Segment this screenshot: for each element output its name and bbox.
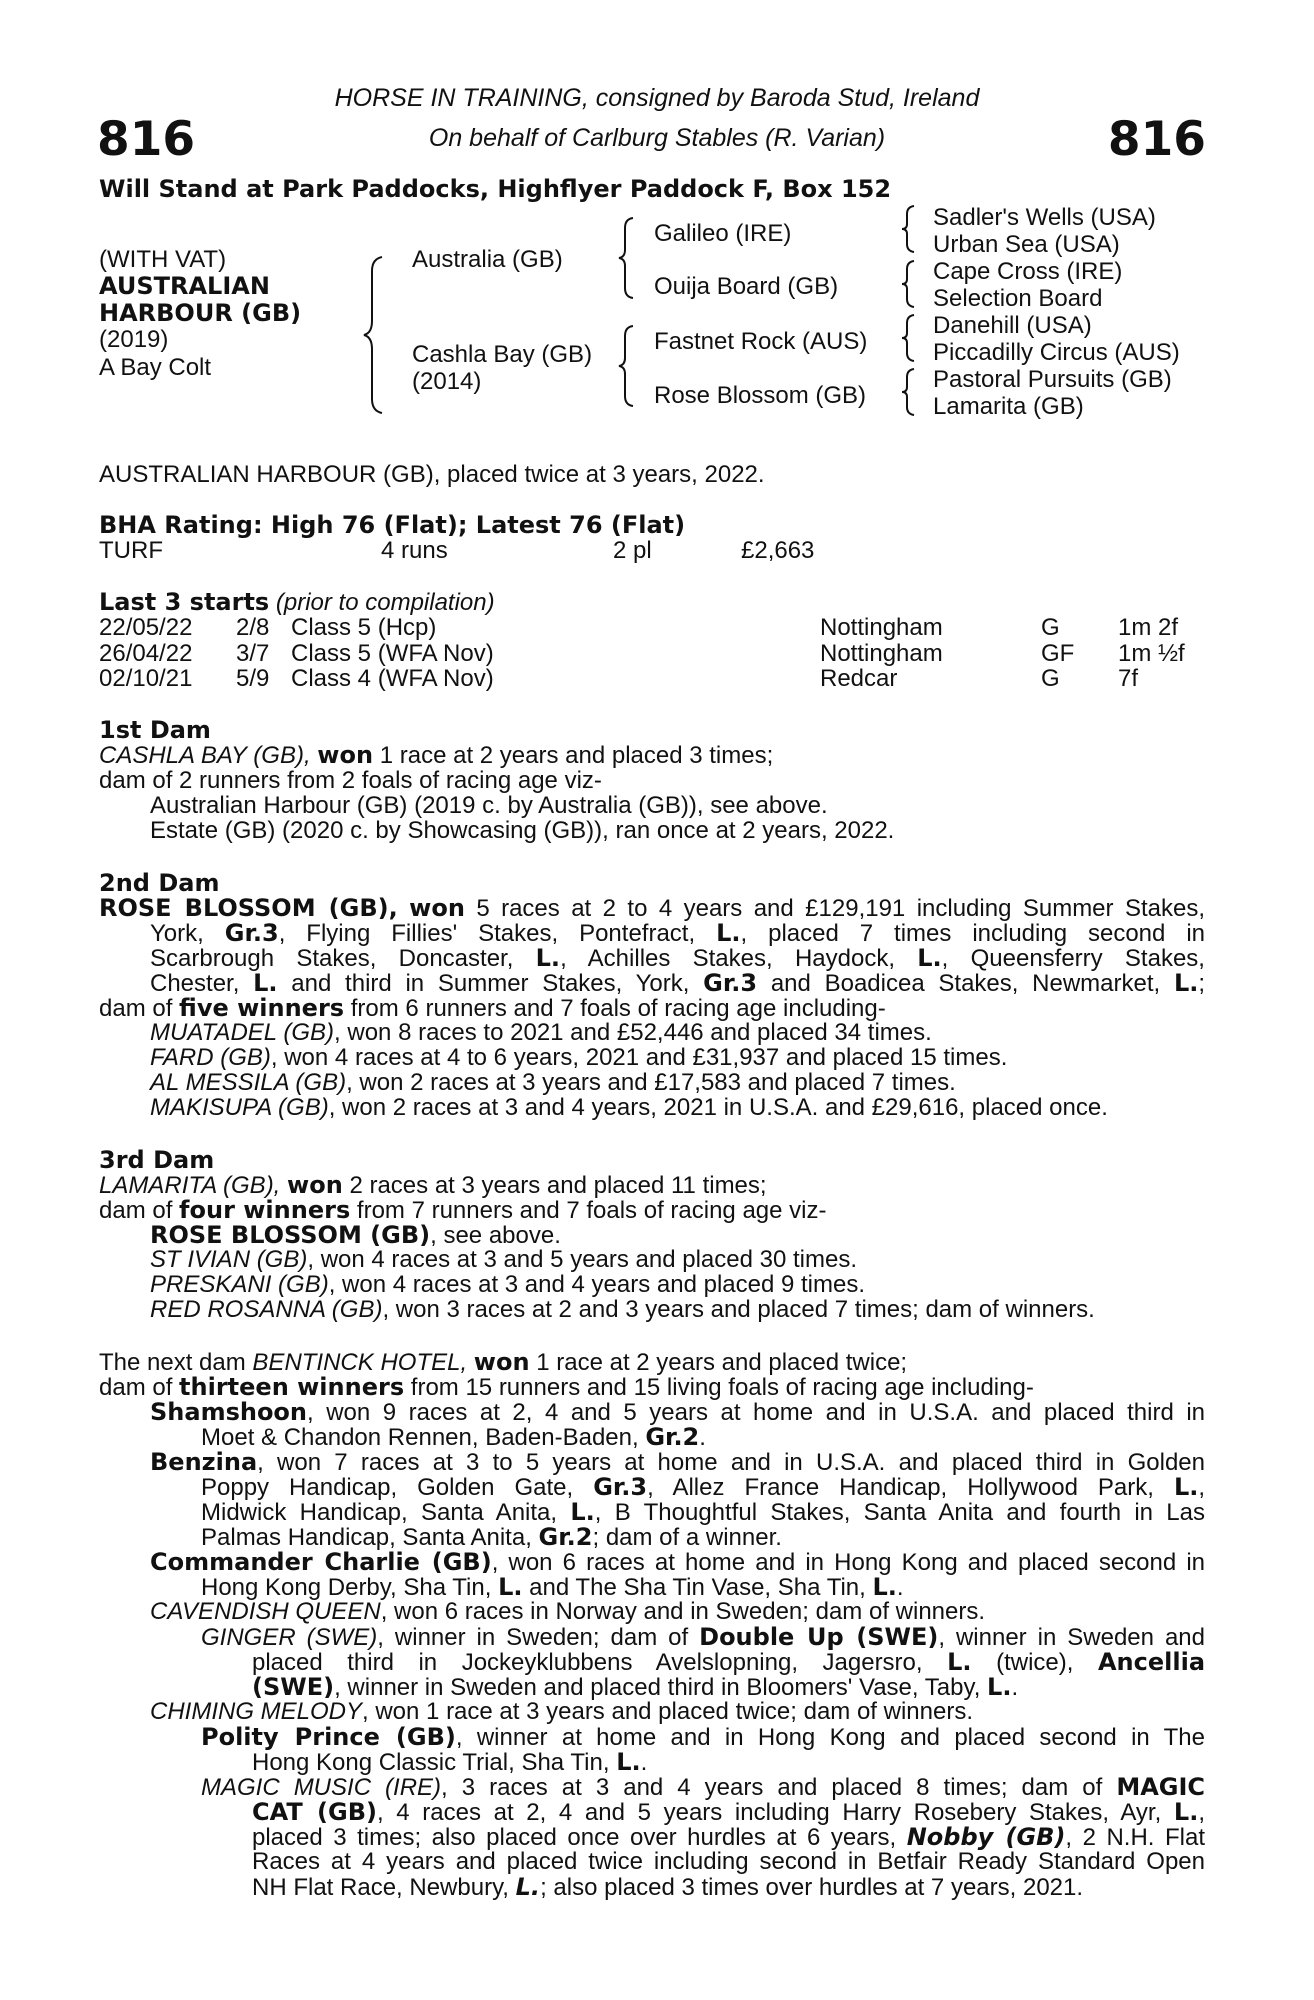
start-race: Class 5 (WFA Nov): [291, 640, 494, 667]
offspring-name: Commander Charlie (GB): [150, 1548, 492, 1576]
text: , won 4 races at 4 to 6 years, 2021 and £31,937 and placed 15 times.: [270, 1044, 1008, 1071]
grade: L.: [498, 1573, 523, 1601]
pedigree-brace-dd: [898, 367, 920, 417]
text: from 6 runners and 7 foals of racing age including-: [350, 995, 886, 1022]
horse-name-line2: HARBOUR (GB): [99, 299, 302, 327]
produce-item: [150, 1019, 932, 1047]
third-dam-heading: 3rd Dam: [99, 1146, 215, 1174]
grade: Gr.3: [703, 969, 758, 997]
lot-number-right: 816: [1107, 112, 1206, 167]
text: ; dam of a winner.: [592, 1524, 782, 1551]
text: dam of: [99, 995, 173, 1022]
pedigree-dss: Danehill (USA): [933, 312, 1092, 339]
produce-item: [150, 1246, 857, 1274]
text: and Boadicea Stakes, Newmarket,: [770, 970, 1161, 997]
offspring-name: AL MESSILA (GB): [150, 1069, 347, 1096]
offspring-name: ROSE BLOSSOM (GB): [150, 1221, 431, 1249]
text: , won 9 races at 2, 4 and 5 years at home and in U.S.A. and placed third in: [307, 1399, 1205, 1426]
start-course: Nottingham: [820, 640, 943, 667]
grand-produce-cont: [252, 1873, 1083, 1902]
text: .: [640, 1749, 648, 1776]
start-position: 3/7: [236, 640, 270, 667]
text: , won 8 races to 2021 and £52,446 and placed 34 times.: [334, 1019, 932, 1046]
text: 5 races at 2 to 4 years and £129,191 including Summer Stakes,: [476, 895, 1205, 922]
start-date: 02/10/21: [99, 665, 193, 692]
text: Hong Kong Derby, Sha Tin,: [201, 1574, 492, 1601]
text: , Allez France Handicap, Hollywood Park,: [647, 1474, 1154, 1501]
offspring-name: CAVENDISH QUEEN: [150, 1598, 381, 1625]
pedigree-brace-dam: [615, 324, 639, 408]
text: Chester,: [150, 970, 240, 997]
start-distance: 1m 2f: [1118, 614, 1179, 641]
grade: L.: [253, 969, 278, 997]
text: dam of: [99, 1374, 173, 1401]
grade: L.: [616, 1748, 641, 1776]
text: ,: [1198, 1474, 1206, 1501]
grade: L.: [987, 1673, 1012, 1701]
pedigree-dam: Cashla Bay (GB): [412, 341, 593, 368]
dam-name: CASHLA BAY (GB),: [99, 742, 311, 769]
text: , 2 N.H. Flat: [1065, 1824, 1205, 1851]
text: from 7 runners and 7 foals of racing age viz-: [356, 1197, 827, 1224]
rating-earnings: £2,663: [741, 537, 815, 564]
grade: Gr.2: [538, 1523, 593, 1551]
text: , won 6 races in Norway and in Sweden; dam of winners.: [380, 1598, 986, 1625]
text: , won 6 races at home and in Hong Kong and placed second in: [491, 1549, 1206, 1576]
text: .: [1011, 1674, 1019, 1701]
offspring-name: Nobby (GB): [906, 1823, 1066, 1851]
rating-runs: 4 runs: [381, 537, 448, 564]
text: ;: [1198, 970, 1206, 997]
last-starts-heading: [99, 588, 495, 617]
second-dam-heading: 2nd Dam: [99, 869, 220, 897]
text: from 15 runners and 15 living foals of racing age including-: [410, 1374, 1034, 1401]
text: .: [896, 1574, 904, 1601]
offspring-name: Shamshoon: [150, 1398, 308, 1426]
grade: L.: [1173, 1798, 1199, 1826]
grand-produce-cont: Races at 4 years and placed twice including second in Betfair Ready Standard Open: [252, 1848, 1205, 1875]
pedigree-ssd: Urban Sea (USA): [933, 231, 1120, 258]
pedigree-brace-ss: [898, 204, 920, 254]
produce-item: [150, 1698, 973, 1726]
text: , 3 races at 3 and 4 years and placed 8 times; dam of: [441, 1774, 1103, 1801]
produce-item: [150, 1069, 956, 1097]
won-label: won: [409, 894, 465, 922]
grade: L.: [535, 944, 561, 972]
pedigree-sds: Cape Cross (IRE): [933, 258, 1123, 285]
won-label: won: [287, 1171, 343, 1199]
horse-description: A Bay Colt: [99, 354, 212, 381]
text: and third in Summer Stakes, York,: [291, 970, 690, 997]
offspring-name: CHIMING MELODY: [150, 1698, 363, 1725]
produce-item: [150, 1296, 1095, 1324]
text: 1 race at 2 years and placed twice;: [536, 1349, 908, 1376]
text: (twice),: [996, 1649, 1074, 1676]
text: , winner in Sweden and: [938, 1624, 1205, 1651]
start-course: Redcar: [820, 665, 898, 692]
produce-item: [150, 1598, 985, 1626]
start-distance: 1m ½f: [1118, 640, 1185, 667]
text: ; also placed 3 times over hurdles at 7 years, 2021.: [540, 1874, 1084, 1901]
grade: L.: [515, 1873, 541, 1901]
grade: L.: [917, 944, 942, 972]
text: The next dam: [99, 1349, 246, 1376]
text: , winner at home and in Hong Kong and placed second in The: [455, 1724, 1206, 1751]
text: 2 races at 3 years and placed 11 times;: [349, 1172, 767, 1199]
text: dam of: [99, 1197, 173, 1224]
offspring-name: MUATADEL (GB): [150, 1019, 335, 1046]
start-race: Class 4 (WFA Nov): [291, 665, 494, 692]
text: Midwick Handicap, Santa Anita,: [201, 1499, 558, 1526]
offspring-name: RED ROSANNA (GB): [150, 1296, 383, 1323]
first-dam-produce: dam of 2 runners from 2 foals of racing age viz-: [99, 767, 602, 794]
dam-name: BENTINCK HOTEL,: [252, 1349, 468, 1376]
start-race: Class 5 (Hcp): [291, 614, 437, 641]
text: York,: [150, 920, 204, 947]
text: , placed 7 times including second in: [740, 920, 1205, 947]
grade: L.: [716, 919, 741, 947]
offspring-name: MAKISUPA (GB): [150, 1094, 329, 1121]
consignor-line: HORSE IN TRAINING, consigned by Baroda Stud, Ireland: [334, 84, 980, 112]
pedigree-sdd: Selection Board: [933, 285, 1103, 312]
pedigree-sss: Sadler's Wells (USA): [933, 204, 1156, 231]
text: , winner in Sweden; dam of: [377, 1624, 689, 1651]
on-behalf-line: On behalf of Carlburg Stables (R. Varian): [428, 124, 886, 152]
text: , won 3 races at 2 and 3 years and placed 7 times; dam of winners.: [382, 1296, 1095, 1323]
pedigree-dsd: Piccadilly Circus (AUS): [933, 339, 1180, 366]
grade: L.: [1173, 969, 1199, 997]
pedigree-brace-sire: [615, 216, 639, 300]
text: , winner in Sweden and placed third in Bloomers' Vase, Taby,: [334, 1674, 981, 1701]
text: , won 2 races at 3 years and £17,583 and placed 7 times.: [346, 1069, 956, 1096]
text: , Queensferry Stakes,: [941, 945, 1205, 972]
pedigree-dam-dam: Rose Blossom (GB): [654, 382, 867, 409]
won-label: won: [473, 1348, 530, 1376]
last-starts-subtitle: (prior to compilation): [275, 589, 495, 616]
pedigree-ddd: Lamarita (GB): [933, 393, 1084, 420]
start-position: 2/8: [236, 614, 270, 641]
grade: Gr.3: [593, 1473, 648, 1501]
start-position: 5/9: [236, 665, 270, 692]
offspring-name: Benzina: [150, 1448, 258, 1476]
pedigree-brace-main: [360, 255, 390, 415]
dam-name: LAMARITA (GB),: [99, 1172, 281, 1199]
lot-number-left: 816: [97, 112, 196, 167]
produce-item: [150, 1044, 1007, 1072]
dam-record: 1 race at 2 years and placed 3 times;: [379, 742, 774, 769]
produce-item: [150, 1094, 1108, 1122]
offspring-name: GINGER (SWE): [201, 1624, 378, 1651]
text: , won 1 race at 3 years and placed twice; dam of winners.: [362, 1698, 973, 1725]
pedigree-dam-sire: Fastnet Rock (AUS): [654, 328, 868, 355]
text: NH Flat Race, Newbury,: [252, 1874, 509, 1901]
start-date: 22/05/22: [99, 614, 193, 641]
dam-name: ROSE BLOSSOM (GB),: [99, 894, 398, 922]
text: , won 4 races at 3 and 4 years and placed 9 times.: [328, 1271, 866, 1298]
won-label: won: [317, 741, 374, 769]
pedigree-sire: Australia (GB): [412, 246, 563, 273]
text: , 4 races at 2, 4 and 5 years including Harry Rosebery Stakes, Ayr,: [376, 1799, 1162, 1826]
rating-placed: 2 pl: [613, 537, 652, 564]
text: , B Thoughtful Stakes, Santa Anita and fourth in Las: [594, 1499, 1205, 1526]
text: Scarbrough Stakes, Doncaster,: [150, 945, 514, 972]
start-going: G: [1041, 665, 1060, 692]
produce-item: [150, 1271, 865, 1299]
produce-item: Australian Harbour (GB) (2019 c. by Australia (GB)), see above.: [150, 792, 828, 819]
race-summary: AUSTRALIAN HARBOUR (GB), placed twice at 3 years, 2022.: [99, 461, 765, 488]
offspring-name: MAGIC: [1116, 1773, 1206, 1801]
offspring-name: Double Up (SWE): [699, 1623, 939, 1651]
pedigree-sire-dam: Ouija Board (GB): [654, 273, 839, 300]
grade: Gr.3: [224, 919, 279, 947]
offspring-name: CAT (GB): [252, 1798, 377, 1826]
text: Hong Kong Classic Trial, Sha Tin,: [252, 1749, 610, 1776]
start-course: Nottingham: [820, 614, 943, 641]
pedigree-dds: Pastoral Pursuits (GB): [933, 366, 1172, 393]
text: placed 3 times; also placed once over hurdles at 6 years,: [252, 1824, 897, 1851]
pedigree-dam-year: (2014): [412, 368, 482, 395]
offspring-name: (SWE): [252, 1673, 335, 1701]
text: , won 2 races at 3 and 4 years, 2021 in U.S.A. and £29,616, placed once.: [328, 1094, 1108, 1121]
offspring-name: FARD (GB): [150, 1044, 271, 1071]
stand-location: Will Stand at Park Paddocks, Highflyer Paddock F, Box 152: [99, 175, 892, 203]
pedigree-sire-sire: Galileo (IRE): [654, 220, 792, 247]
grade: L.: [947, 1648, 972, 1676]
text: Poppy Handicap, Golden Gate,: [201, 1474, 574, 1501]
winners-count: thirteen winners: [179, 1373, 405, 1401]
produce-item: Estate (GB) (2020 c. by Showcasing (GB)), ran once at 2 years, 2022.: [150, 817, 895, 844]
bha-rating: BHA Rating: High 76 (Flat); Latest 76 (Flat): [99, 511, 686, 539]
rating-surface: TURF: [99, 537, 163, 564]
text: , Flying Fillies' Stakes, Pontefract,: [278, 920, 696, 947]
text: and The Sha Tin Vase, Sha Tin,: [529, 1574, 866, 1601]
last-starts-title: Last 3 starts: [99, 588, 270, 616]
grade: L.: [872, 1573, 897, 1601]
text: , see above.: [430, 1222, 561, 1249]
offspring-name: ST IVIAN (GB): [150, 1246, 308, 1273]
horse-name-line1: AUSTRALIAN: [99, 272, 270, 300]
offspring-name: PRESKANI (GB): [150, 1271, 329, 1298]
text: ,: [1198, 1799, 1206, 1826]
first-dam-line: [99, 741, 773, 770]
start-date: 26/04/22: [99, 640, 193, 667]
winners-count: four winners: [179, 1196, 351, 1224]
offspring-name: MAGIC MUSIC (IRE): [201, 1774, 442, 1801]
winners-count: five winners: [179, 994, 345, 1022]
text: Moet & Chandon Rennen, Baden-Baden,: [201, 1424, 639, 1451]
offspring-name: Polity Prince (GB): [201, 1723, 456, 1751]
horse-year: (2019): [99, 326, 169, 353]
grade: L.: [1173, 1473, 1199, 1501]
text: , won 4 races at 3 and 5 years and placed 30 times.: [307, 1246, 858, 1273]
text: .: [699, 1424, 706, 1451]
grade: L.: [570, 1498, 595, 1526]
text: , Achilles Stakes, Haydock,: [560, 945, 895, 972]
grade: Gr.2: [645, 1423, 700, 1451]
offspring-name: Ancellia: [1097, 1648, 1206, 1676]
vat-note: (WITH VAT): [99, 246, 227, 273]
text: , won 7 races at 3 to 5 years at home and in U.S.A. and placed third in Golden: [257, 1449, 1205, 1476]
text: Palmas Handicap, Santa Anita,: [201, 1524, 532, 1551]
start-going: GF: [1041, 640, 1075, 667]
first-dam-heading: 1st Dam: [99, 716, 211, 744]
pedigree-brace-ds: [898, 313, 920, 363]
start-going: G: [1041, 614, 1060, 641]
start-distance: 7f: [1118, 665, 1139, 692]
text: placed third in Jockeyklubbens Avelslopning, Jagersro,: [252, 1649, 923, 1676]
pedigree-brace-sd: [898, 259, 920, 309]
